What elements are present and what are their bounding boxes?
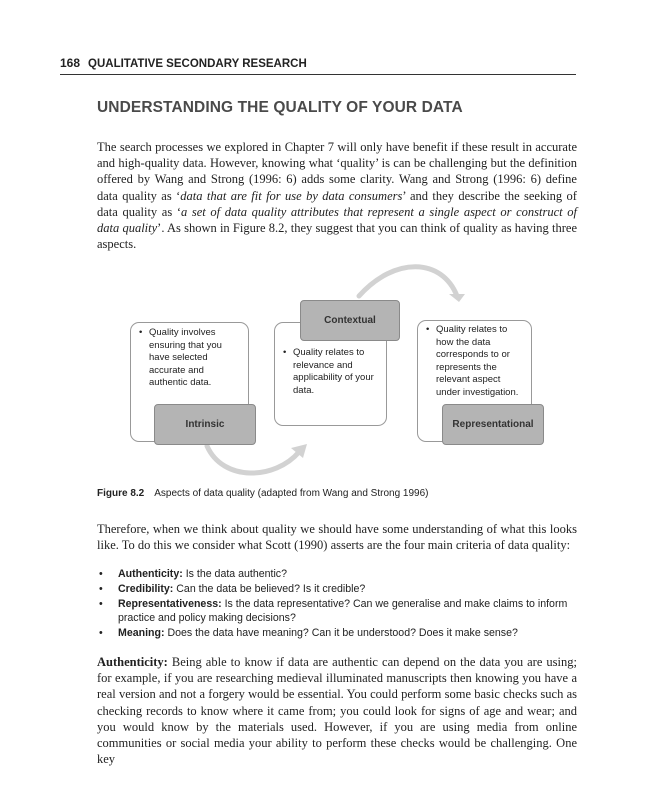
criteria-intro-paragraph: Therefore, when we think about quality we should have some understanding of what this looks like. To do this we consider what Scott (1990) asserts are the four main criteria of data quality: [97, 522, 577, 553]
top-cycle-arrow [359, 267, 457, 296]
intro-quote-1: data that are fit for use by data consumers [180, 188, 403, 203]
contextual-bullet: • Quality relates to relevance and applicability of your data. [283, 347, 378, 397]
list-item [97, 567, 577, 582]
intrinsic-bullet: • Quality involves ensuring that you have selected accurate and authentic data. [139, 327, 240, 390]
authenticity-paragraph [97, 654, 577, 767]
criterion-text: Can the data be believed? Is it credible? [173, 582, 366, 595]
criterion-text: Is the data representative? Can we generalise and make claims to inform practice and policy making decisions? [118, 597, 568, 625]
figure-caption-label: Figure 8.2 [97, 488, 145, 499]
representational-label: Representational [442, 404, 544, 445]
running-head [60, 56, 576, 75]
contextual-label: Contextual [300, 300, 400, 341]
criterion-text: Does the data have meaning? Can it be understood? Does it make sense? [164, 627, 518, 640]
criteria-list [97, 567, 577, 641]
intrinsic-label: Intrinsic [154, 404, 256, 445]
intro-paragraph [97, 139, 577, 252]
list-item [97, 626, 577, 641]
criterion-term: Authenticity: [118, 568, 183, 580]
page-number: 168 [60, 56, 81, 70]
authenticity-text: Being able to know if data are authentic can depend on the data you are using; for example, if you are researching medieval illuminated manuscripts then knowing you have a real version and not a forgery would be essential. You could perform some basic checks such as checking records to know where it came from; you could look for signs of age and wear; and you would know by the materials used. However, if you are using media from online communities or social media your ability to perform these checks would be challenging. One key [97, 655, 577, 767]
criterion-term: Credibility: [118, 582, 174, 595]
criterion-term: Representativeness: [118, 597, 222, 610]
top-arrow-head [449, 294, 465, 302]
data-quality-diagram [97, 260, 577, 480]
list-item [97, 582, 577, 597]
authenticity-term: Authenticity: [97, 655, 168, 669]
intro-quote-2: a set of data quality attributes that represent a single aspect or construct of data quality [97, 204, 577, 236]
representational-bullet: • Quality relates to how the data corresponds to or represents the relevant aspect under investigation. [426, 324, 523, 400]
figure-caption-text: Aspects of data quality (adapted from Wang and Strong 1996) [154, 488, 429, 499]
list-item [97, 597, 577, 627]
criterion-term: Meaning: [118, 627, 165, 640]
criterion-text: Is the data authentic? [182, 568, 287, 580]
bottom-cycle-arrow [207, 446, 299, 473]
intro-text-2: ’ and they describe the seeking of data quality as ‘ [97, 188, 577, 219]
section-heading: UNDERSTANDING THE QUALITY OF YOUR DATA [97, 99, 463, 116]
intro-text-1: The search processes we explored in Chapter 7 will only have benefit if these result in accurate and high-quality data. However, knowing what ‘quality’ is can be challenging but the definition offered by Wang and Strong (1996: 6) adds some clarity. Wang and Strong (1996: 6) define data quality as ‘ [97, 140, 577, 203]
intro-text-3: ’. As shown in Figure 8.2, they suggest that you can think of quality as having three aspects. [97, 221, 577, 252]
figure-caption [97, 488, 429, 499]
running-head-title: QUALITATIVE SECONDARY RESEARCH [88, 58, 307, 70]
